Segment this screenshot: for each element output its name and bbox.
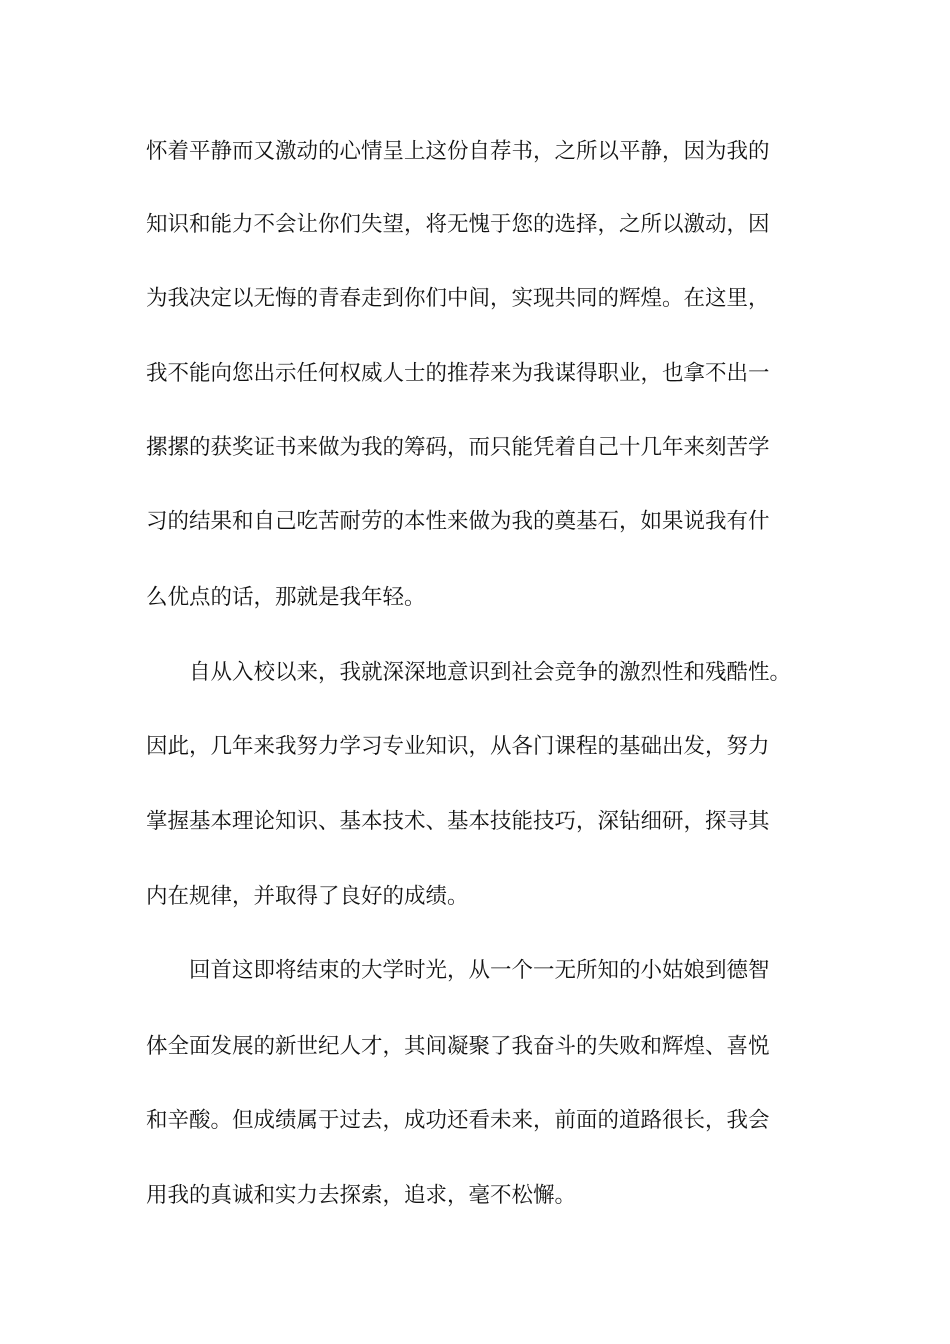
paragraph-2-line-4: 内在规律，并取得了良好的成绩。 xyxy=(146,884,469,909)
paragraph-2-line-1: 自从入校以来，我就深深地意识到社会竞争的激烈性和残酷性。 xyxy=(189,660,792,685)
paragraph-2-line-2: 因此，几年来我努力学习专业知识，从各门课程的基础出发，努力 xyxy=(146,734,770,759)
paragraph-1-line-1: 怀着平静而又激动的心情呈上这份自荐书，之所以平静，因为我的 xyxy=(146,139,770,164)
paragraph-1-line-7: 么优点的话，那就是我年轻。 xyxy=(146,585,426,610)
paragraph-1-line-4: 我不能向您出示任何权威人士的推荐来为我谋得职业，也拿不出一 xyxy=(146,361,770,386)
paragraph-1-line-6: 习的结果和自己吃苦耐劳的本性来做为我的奠基石，如果说我有什 xyxy=(146,509,770,534)
paragraph-1-line-5: 摞摞的获奖证书来做为我的筹码，而只能凭着自己十几年来刻苦学 xyxy=(146,435,770,460)
paragraph-1-line-3: 为我决定以无悔的青春走到你们中间，实现共同的辉煌。在这里， xyxy=(146,286,770,311)
paragraph-3-line-3: 和辛酸。但成绩属于过去，成功还看未来，前面的道路很长，我会 xyxy=(146,1108,770,1133)
paragraph-3-line-1: 回首这即将结束的大学时光，从一个一无所知的小姑娘到德智 xyxy=(189,958,770,983)
paragraph-1-line-2: 知识和能力不会让你们失望，将无愧于您的选择，之所以激动，因 xyxy=(146,212,770,237)
paragraph-3-line-2: 体全面发展的新世纪人才，其间凝聚了我奋斗的失败和辉煌、喜悦 xyxy=(146,1034,770,1059)
paragraph-3-line-4: 用我的真诚和实力去探索，追求，毫不松懈。 xyxy=(146,1183,577,1208)
paragraph-2-line-3: 掌握基本理论知识、基本技术、基本技能技巧，深钻细研，探寻其 xyxy=(146,809,770,834)
